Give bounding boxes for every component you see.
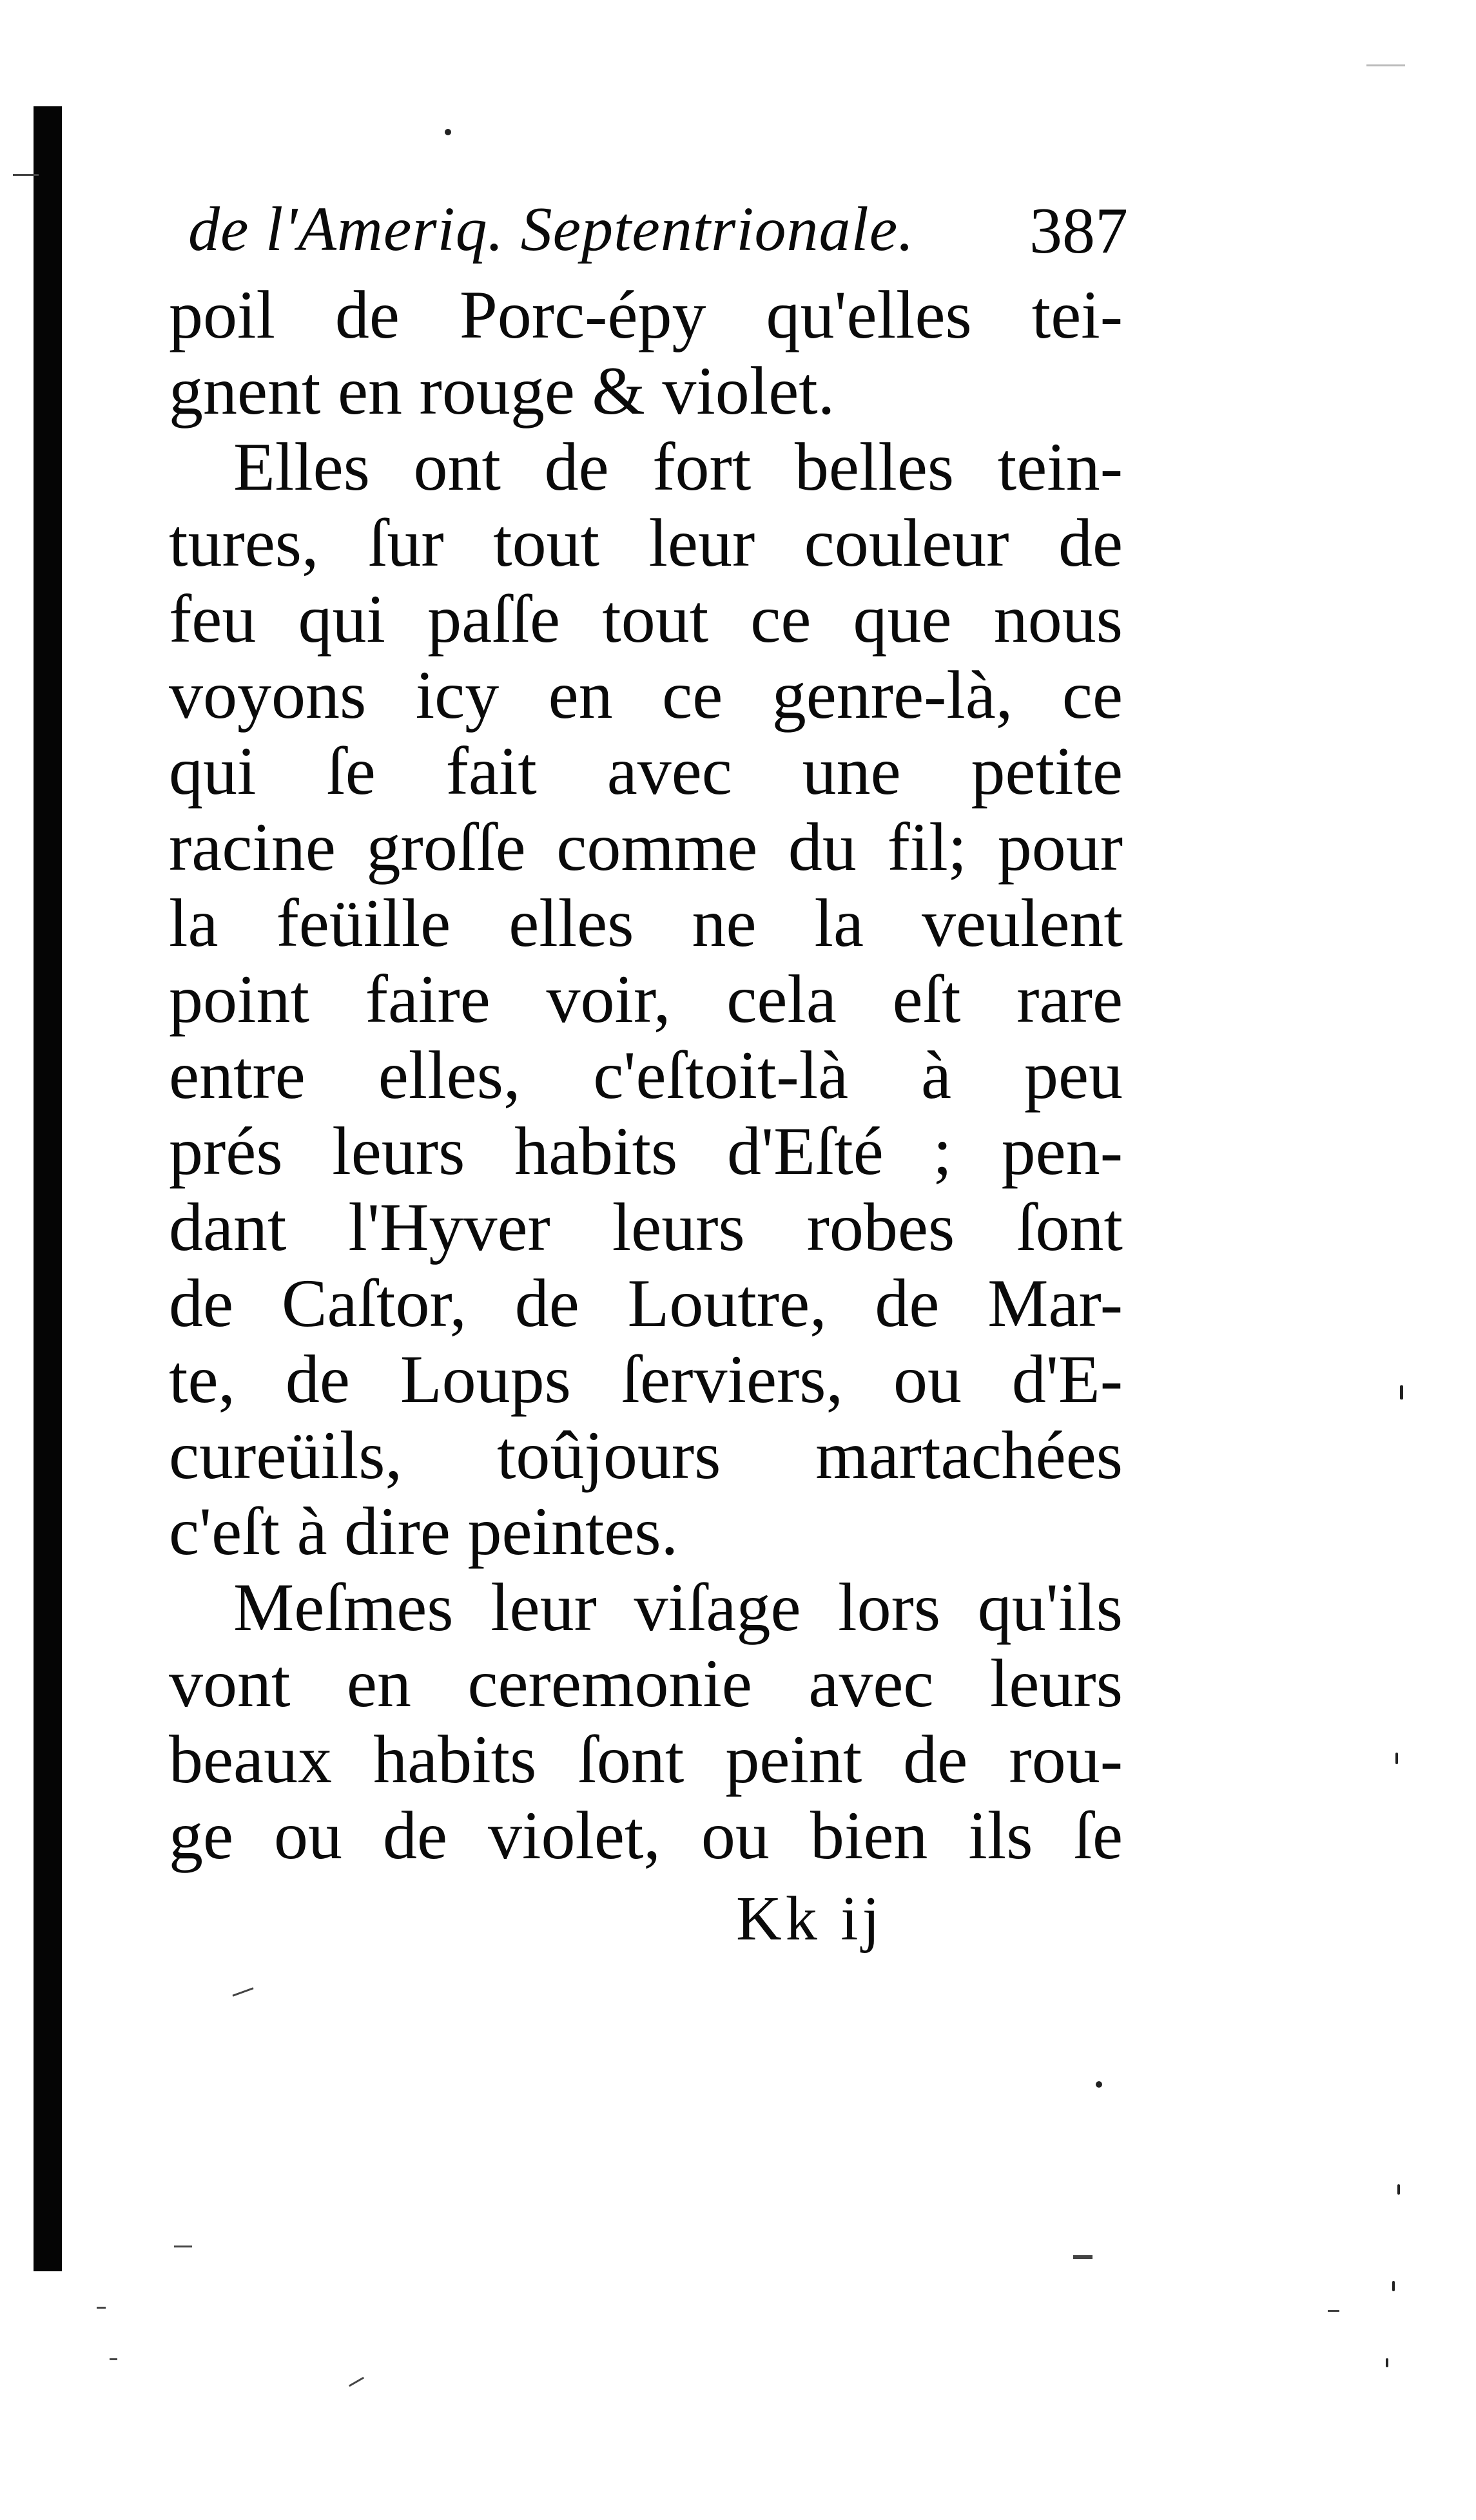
text-line: Meſmes leur viſage lors qu'ils — [233, 1570, 1123, 1645]
running-head-title: de l'Ameriq. Septentrionale. — [188, 195, 915, 264]
scan-mark — [1073, 2255, 1092, 2259]
text-line: qui ſe fait avec une petite — [169, 733, 1123, 809]
running-head — [169, 193, 1128, 277]
scan-speck — [1400, 1385, 1403, 1399]
text-line: ge ou de violet, ou bien ils ſe — [169, 1798, 1123, 1873]
text-line: de Caſtor, de Loutre, de Mar- — [169, 1265, 1123, 1341]
text-line: cureüils, toûjours martachées — [169, 1418, 1123, 1493]
scan-speck — [1386, 2358, 1388, 2367]
text-line: beaux habits ſont peint de rou- — [169, 1722, 1123, 1797]
text-line: voyons icy en ce genre-là, ce — [169, 657, 1123, 733]
text-line: Elles ont de fort belles tein- — [233, 429, 1123, 505]
scan-mark — [174, 2246, 192, 2247]
scan-speck — [1392, 2281, 1395, 2291]
text-line: c'eſt à dire peintes. — [169, 1494, 679, 1569]
scan-mark — [13, 174, 39, 176]
binding-shadow — [34, 106, 62, 2271]
text-line: racine groſſe comme du fil; pour — [169, 809, 1123, 885]
scan-mark — [349, 2377, 364, 2387]
scan-mark — [1366, 64, 1405, 66]
scan-speck — [445, 129, 451, 135]
body-text — [169, 277, 1123, 1874]
text-line: te, de Loups ſerviers, ou d'E- — [169, 1342, 1123, 1417]
text-block — [169, 193, 1128, 1967]
page-number: 387 — [1029, 195, 1128, 267]
text-line: entre elles, c'eſtoit-là à peu — [169, 1037, 1123, 1113]
scan-mark — [1328, 2310, 1339, 2312]
scan-mark — [97, 2307, 106, 2309]
text-line: vont en ceremonie avec leurs — [169, 1646, 1123, 1721]
text-line: prés leurs habits d'Eſté ; pen- — [169, 1113, 1123, 1189]
text-line: la feüille elles ne la veulent — [169, 885, 1123, 961]
signature-mark: Kk ij — [736, 1884, 884, 1954]
text-line: feu qui paſſe tout ce que nous — [169, 581, 1123, 657]
text-line: gnent en rouge & violet. — [169, 353, 835, 428]
signature-row — [169, 1883, 1123, 1967]
scan-speck — [1096, 2081, 1102, 2088]
text-line: point faire voir, cela eſt rare — [169, 961, 1123, 1037]
scan-speck — [1397, 2184, 1400, 2195]
text-line: poil de Porc-épy qu'elles tei- — [169, 277, 1123, 352]
scan-mark — [233, 1987, 254, 1996]
scan-mark — [110, 2358, 117, 2360]
text-line: tures, ſur tout leur couleur de — [169, 505, 1123, 581]
scan-speck — [1395, 1753, 1398, 1764]
text-line: dant l'Hyver leurs robes ſont — [169, 1189, 1123, 1265]
